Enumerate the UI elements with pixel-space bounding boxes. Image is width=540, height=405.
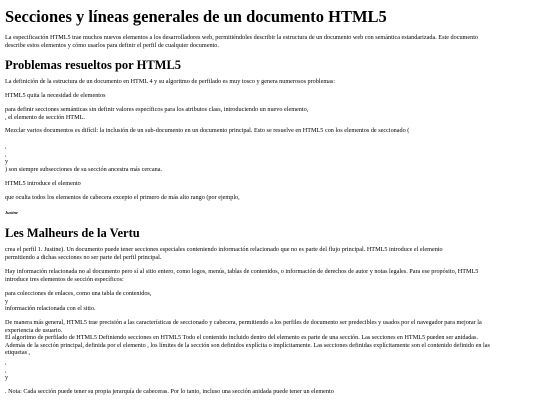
paragraph-remove-elements: HTML5 quita la necesidad de elementos [5,92,106,99]
paragraph-aside [5,246,533,261]
intro-paragraph [5,34,533,49]
site-info-line-1: Hay información relacionada no al documento pero sí al sitio entero, como logos, menús, tablas de contenidos, o información de derechos de autor y notas legales. Para ese propósito, HTML5 [5,268,479,275]
paragraph-subsections: ) son siempre subsecciones de su sección ancestra más cercana. [5,166,163,173]
site-info-line-2: introduce tres elementos de sección específicos: [5,275,124,283]
list-bit: y [5,158,9,166]
list-bit: , [5,366,7,374]
paragraph-structure-problems: La definición de la estructura de un documento en HTML 4 y su algoritmo de perfilado es muy tosco y genera numerosos problemas: [5,78,336,85]
intro-line-1: La especificación HTML5 trae muchos nuevos elementos a los desarrolladores web, permitiéndoles describir la estructura de un documento web con semántica estandarizada. Este documento [5,34,479,41]
example-small-heading: Justine [5,210,18,215]
semantic-sections-line-2: , el elemento de sección HTML. [5,113,85,121]
outline-line-3: El algoritmo de perfilado de HTML5 Definiendo secciones en HTML5 Todo el contenido incluido dentro del elemento es parte de una sección. Las secciones en HTML5 pueden ser anidadas. [5,334,478,342]
list-bit: y [5,374,9,382]
paragraph-mixing-documents: Mezclar varios documentos es difícil: la inclusión de un sub-documento en un documento principal. Esto se resuelve en HTML5 con los elementos de seccionado ( [5,127,410,134]
page-title: Secciones y líneas generales de un documento HTML5 [5,7,387,26]
list-bit: , [5,150,7,158]
list-bit: , [5,359,7,366]
paragraph-section-elements [5,290,533,313]
explicit-sections-list [5,359,533,382]
outline-line-4: Además de la sección principal, definida por el elemento , los límites de la sección son definidos explícita o implícitamente. Las secciones definidas explícitamente son el contenido definido en las [5,341,490,349]
sectioning-elements-list [5,143,533,166]
section-elements-line-2: y [5,297,9,305]
section-heading-malheurs: Les Malheurs de la Vertu [5,226,140,240]
paragraph-site-information [5,268,533,283]
paragraph-note-headers: . Nota: Cada sección puede tener su propia jerarquía de cabeceras. Por lo tanto, incluso una sección anidada puede tener un elemento [5,388,334,395]
outline-line-2: experiencia de usuario. [5,326,63,334]
paragraph-semantic-sections [5,106,533,121]
section-elements-line-1: para colecciones de enlaces, como una tabla de contenidos, [5,290,152,297]
outline-line-5: etiquetas , [5,349,31,357]
section-elements-line-3: información relacionada con el sitio. [5,305,96,313]
paragraph-outline-algorithm [5,319,533,357]
paragraph-hides-headers: que oculta todos los elementos de cabecera excepto el primero de más alto rango (por ejemplo, [5,194,240,201]
semantic-sections-line-1: para definir secciones semánticas sin definir valores específicos para los atributos class, introduciendo un nuevo elemento, [5,106,309,113]
paragraph-introduces-element: HTML5 introduce el elemento [5,180,81,187]
intro-line-2: describe estos elementos y cómo usarlos para definir el perfil de cualquier documento. [5,41,219,49]
section-heading-problems: Problemas resueltos por HTML5 [5,58,182,72]
outline-line-1: De manera más general, HTML5 trae precisión a las características de seccionado y cabecera, permitiendo a los perfiles de documento ser predecibles y usados por el navegador para mejorar la [5,319,482,326]
list-bit: , [5,143,7,150]
aside-line-1: crea el perfil 1. Justine). Un documento puede tener secciones especiales conteniendo información relacionado que no es parte del flujo principal. HTML5 introduce el elemento [5,246,443,253]
aside-line-2: permitiendo a dichas secciones no ser parte del perfil principal. [5,253,162,261]
